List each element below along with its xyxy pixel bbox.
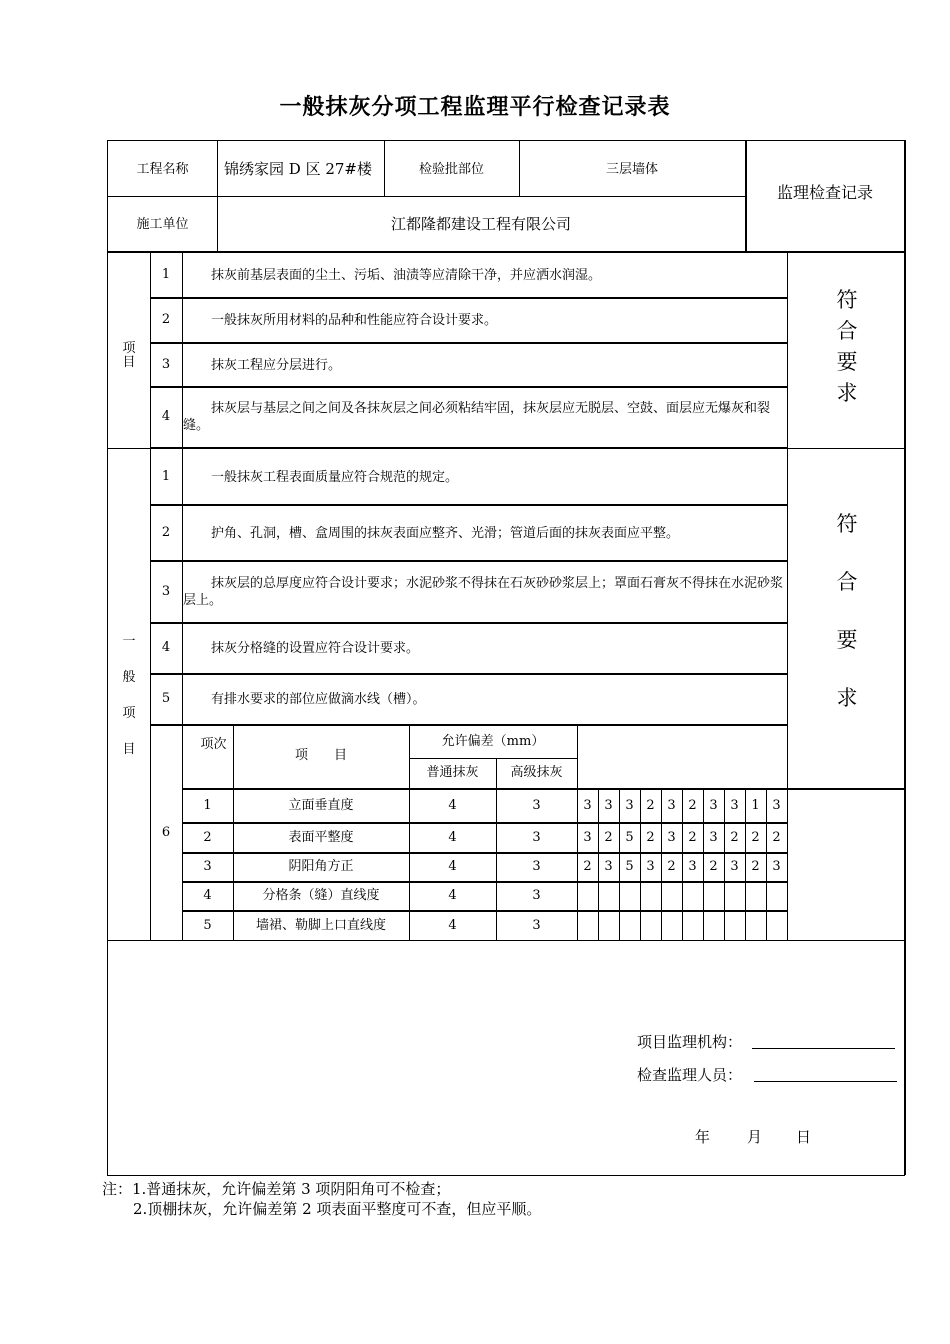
tolerance-row-high: 3	[532, 797, 541, 813]
measured-value: 2	[688, 797, 697, 813]
measured-value: 3	[604, 859, 613, 874]
tolerance-row-item: 阴阳角方正	[288, 859, 354, 874]
general-item-no: 4	[161, 640, 171, 655]
grid-line-h	[107, 251, 905, 253]
measured-value: 3	[709, 829, 718, 845]
grid-line-h	[107, 448, 905, 449]
grid-line-h	[182, 910, 787, 912]
tolerance-row-no: 1	[203, 797, 212, 813]
measured-value: 3	[730, 797, 739, 813]
inspector-label: 检查监理人员：	[637, 1066, 743, 1084]
supervision-org-label: 项目监理机构：	[637, 1033, 743, 1051]
measured-value: 3	[583, 797, 592, 813]
tolerance-col-item: 项 目	[294, 748, 347, 763]
measured-value: 3	[688, 859, 697, 874]
tolerance-row-no: 2	[203, 829, 212, 845]
general-item-text: 护角、孔洞，槽、盒周围的抹灰表面应整齐、光滑；管道后面的抹灰表面应平整。	[211, 525, 680, 541]
grid-line-h	[107, 196, 745, 197]
result-char: 要	[836, 628, 858, 652]
measured-value: 3	[772, 797, 781, 813]
grid-line-v	[904, 140, 906, 1175]
grid-line-h	[107, 140, 905, 141]
date-year: 年	[695, 1128, 711, 1146]
batch-label: 检验批部位	[418, 162, 484, 177]
date-month: 月	[747, 1128, 763, 1146]
tolerance-row-normal: 4	[448, 888, 457, 903]
measured-value: 2	[583, 859, 592, 874]
tolerance-row-high: 3	[532, 859, 541, 874]
measured-value: 3	[604, 797, 613, 813]
general-item-no: 5	[161, 691, 171, 706]
main-item-no: 2	[161, 312, 171, 327]
tolerance-row-normal: 4	[448, 797, 457, 813]
result-char: 求	[836, 381, 858, 405]
supervision-record-label: 监理检查记录	[776, 183, 873, 202]
measured-value: 5	[625, 829, 634, 845]
grid-line-h	[182, 852, 787, 854]
grid-line-h	[150, 560, 787, 562]
result-char: 合	[836, 319, 858, 343]
result-char: 求	[836, 686, 858, 710]
tolerance-row-high: 3	[532, 829, 541, 845]
measured-value: 1	[751, 797, 760, 813]
tolerance-row-item: 墙裙、勒脚上口直线度	[255, 917, 386, 933]
grid-line-h	[107, 940, 905, 941]
grid-line-h	[150, 622, 787, 624]
tolerance-row-item: 表面平整度	[288, 829, 354, 845]
general-item-no: 1	[161, 468, 171, 484]
tolerance-row-high: 3	[532, 917, 541, 933]
note-line-1: 注：1.普通抹灰，允许偏差第 3 项阴阳角可不检查；	[102, 1180, 451, 1198]
measured-value: 3	[583, 829, 592, 845]
main-item-no: 3	[161, 356, 171, 372]
measured-value: 2	[688, 829, 697, 845]
grid-line-h	[150, 386, 787, 388]
measured-value: 3	[709, 797, 718, 813]
measured-value: 2	[646, 829, 655, 845]
result-char: 符	[836, 288, 858, 312]
grid-line-v	[217, 140, 218, 251]
general-item-text: 有排水要求的部位应做滴水线（槽）。	[211, 692, 426, 707]
grid-line-v	[787, 252, 788, 788]
main-item-text: 一般抹灰所用材料的品种和性能应符合设计要求。	[211, 313, 498, 328]
measured-value: 2	[751, 829, 760, 845]
measured-value: 3	[667, 829, 676, 845]
measured-value: 2	[646, 797, 655, 813]
grid-line-h	[182, 788, 905, 790]
tolerance-col-high: 高级抹灰	[510, 765, 563, 780]
contractor-value: 江都隆都建设工程有限公司	[390, 215, 571, 233]
tolerance-row-no: 5	[203, 917, 212, 933]
general-item-no: 3	[161, 583, 171, 599]
page-title: 一般抹灰分项工程监理平行检查记录表	[279, 95, 671, 120]
measured-value: 2	[730, 829, 739, 845]
general-item-text: 抹灰分格缝的设置应符合设计要求。	[211, 641, 420, 656]
tolerance-row-high: 3	[532, 888, 541, 903]
tolerance-row-no: 4	[203, 888, 212, 903]
grid-line-h	[107, 1175, 905, 1176]
grid-line-h	[182, 881, 787, 883]
tolerance-col-normal: 普通抹灰	[426, 765, 479, 780]
main-item-text: 抹灰前基层表面的尘土、污垢、油渍等应清除干净，并应洒水润湿。	[211, 267, 602, 283]
grid-line-h	[150, 504, 787, 506]
grid-line-v	[496, 758, 497, 940]
note-line-2: 2.顶棚抹灰，允许偏差第 2 项表面平整度可不查，但应平顺。	[133, 1200, 542, 1218]
main-item-text: 抹灰工程应分层进行。	[211, 357, 342, 373]
tolerance-row-item: 分格条（缝）直线度	[262, 888, 380, 903]
measured-value: 3	[625, 797, 634, 813]
main-item-text: 抹灰层与基层之间之间及各抹灰层之间必须粘结牢固，抹灰层应无脱层、空鼓、面层应无爆灰和裂缝。	[183, 401, 771, 433]
tolerance-row-no: 3	[203, 859, 212, 874]
general-items-group-label: 一 般 项 目	[122, 634, 136, 757]
date-day: 日	[796, 1128, 812, 1146]
contractor-label: 施工单位	[136, 217, 189, 232]
project-value: 锦绣家园 D 区 27#楼	[224, 160, 372, 178]
general-item-text: 一般抹灰工程表面质量应符合规范的规定。	[211, 469, 459, 485]
measured-value: 3	[730, 859, 739, 874]
measured-value: 2	[751, 859, 760, 874]
grid-line-h	[150, 724, 787, 726]
tolerance-row-normal: 4	[448, 917, 457, 933]
project-label: 工程名称	[136, 162, 189, 177]
tolerance-col-no: 项次	[200, 737, 227, 752]
grid-line-h	[150, 297, 787, 299]
measured-value: 2	[709, 859, 718, 874]
grid-line-h	[182, 822, 787, 824]
grid-line-h	[409, 758, 577, 759]
general-item-text: 抹灰层的总厚度应符合设计要求；水泥砂浆不得抹在石灰砂砂浆层上；罩面石膏灰不得抹在水泥砂浆层上。	[183, 575, 784, 608]
general-item-no: 2	[161, 524, 171, 540]
tolerance-row-normal: 4	[448, 829, 457, 845]
measured-value: 3	[646, 859, 655, 874]
batch-value: 三层墙体	[605, 162, 658, 177]
inspector-line	[754, 1081, 897, 1082]
grid-line-v	[787, 788, 788, 940]
tolerance-col-allow: 允许偏差（mm）	[441, 734, 545, 749]
result-char: 符	[836, 512, 858, 536]
main-items-group-label: 项目	[122, 341, 136, 370]
measured-value: 5	[625, 859, 634, 874]
tolerance-row-normal: 4	[448, 859, 457, 874]
result-char: 要	[836, 350, 858, 374]
measured-value: 2	[604, 829, 613, 845]
grid-line-h	[150, 342, 787, 344]
supervision-org-line	[752, 1048, 895, 1049]
main-item-no: 1	[161, 266, 171, 282]
result-char: 合	[836, 570, 858, 594]
measured-value: 3	[667, 797, 676, 813]
tolerance-row-item: 立面垂直度	[288, 797, 354, 813]
measured-value: 2	[667, 859, 676, 874]
measured-value: 2	[772, 829, 781, 845]
measured-value: 3	[772, 859, 781, 874]
grid-line-h	[150, 673, 787, 675]
row6-no: 6	[161, 825, 171, 840]
main-item-no: 4	[161, 409, 171, 424]
